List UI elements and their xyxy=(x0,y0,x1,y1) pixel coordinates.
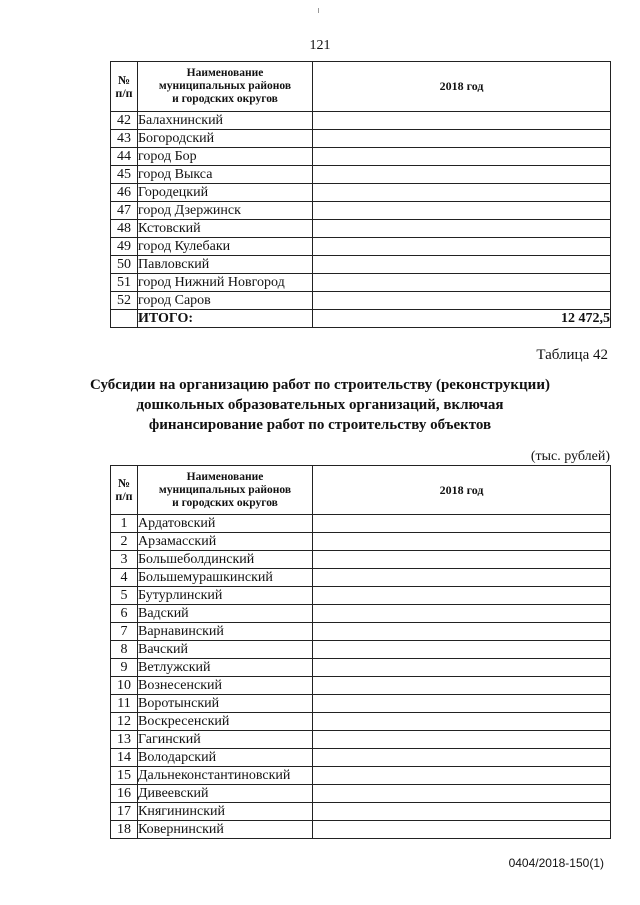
table-row xyxy=(111,623,611,641)
table-row xyxy=(111,274,611,292)
table-row xyxy=(111,821,611,839)
table-row xyxy=(111,202,611,220)
row-name: Дивеевский xyxy=(138,785,313,803)
row-number: 10 xyxy=(111,677,138,695)
row-number: 16 xyxy=(111,785,138,803)
table-row xyxy=(111,803,611,821)
row-number: 2 xyxy=(111,533,138,551)
row-value xyxy=(313,166,611,184)
row-value xyxy=(313,238,611,256)
row-number: 6 xyxy=(111,605,138,623)
row-value xyxy=(313,184,611,202)
row-value xyxy=(313,112,611,130)
row-name: Балахнинский xyxy=(138,112,313,130)
header-num: № п/п xyxy=(111,62,138,112)
row-number: 5 xyxy=(111,587,138,605)
table-label: Таблица 42 xyxy=(536,347,608,363)
table-2-header-row xyxy=(111,466,611,515)
page-number: 121 xyxy=(309,38,331,53)
header-year: 2018 год xyxy=(313,466,611,515)
row-value xyxy=(313,292,611,310)
row-value xyxy=(313,731,611,749)
row-name: город Кулебаки xyxy=(138,238,313,256)
row-number: 51 xyxy=(111,274,138,292)
row-value xyxy=(313,623,611,641)
row-number: 4 xyxy=(111,569,138,587)
table-2 xyxy=(110,465,611,839)
total-value: 12 472,5 xyxy=(313,310,611,328)
row-number: 44 xyxy=(111,148,138,166)
row-value xyxy=(313,605,611,623)
table-row xyxy=(111,785,611,803)
row-value xyxy=(313,713,611,731)
row-name: Вачский xyxy=(138,641,313,659)
table-row xyxy=(111,605,611,623)
table-row xyxy=(111,166,611,184)
row-value xyxy=(313,749,611,767)
row-number: 1 xyxy=(111,515,138,533)
total-label: ИТОГО: xyxy=(138,310,313,328)
row-number: 48 xyxy=(111,220,138,238)
table-2-body xyxy=(111,515,611,839)
table-row xyxy=(111,695,611,713)
row-number: 52 xyxy=(111,292,138,310)
row-name: Варнавинский xyxy=(138,623,313,641)
row-value xyxy=(313,659,611,677)
row-name: Княгининский xyxy=(138,803,313,821)
table-row xyxy=(111,749,611,767)
table-1-header-row xyxy=(111,62,611,112)
header-year: 2018 год xyxy=(313,62,611,112)
row-value xyxy=(313,515,611,533)
table-row xyxy=(111,220,611,238)
document-code: 0404/2018-150(1) xyxy=(508,856,604,870)
row-name: Большеболдинский xyxy=(138,551,313,569)
row-number: 42 xyxy=(111,112,138,130)
row-name: Дальнеконстантиновский xyxy=(138,767,313,785)
row-name: Вадский xyxy=(138,605,313,623)
row-name: Павловский xyxy=(138,256,313,274)
table-row xyxy=(111,659,611,677)
row-name: Гагинский xyxy=(138,731,313,749)
row-name: Ардатовский xyxy=(138,515,313,533)
table-row xyxy=(111,238,611,256)
table-row xyxy=(111,292,611,310)
row-number: 7 xyxy=(111,623,138,641)
row-name: Большемурашкинский xyxy=(138,569,313,587)
row-name: Богородский xyxy=(138,130,313,148)
row-number: 17 xyxy=(111,803,138,821)
row-number: 50 xyxy=(111,256,138,274)
row-number: 12 xyxy=(111,713,138,731)
total-row xyxy=(111,310,611,328)
table-row xyxy=(111,587,611,605)
row-value xyxy=(313,641,611,659)
row-name: Ветлужский xyxy=(138,659,313,677)
row-name: Кстовский xyxy=(138,220,313,238)
header-name: Наименование муниципальных районов и городских округов xyxy=(138,466,313,515)
row-value xyxy=(313,821,611,839)
row-value xyxy=(313,256,611,274)
table-row xyxy=(111,112,611,130)
row-name: город Нижний Новгород xyxy=(138,274,313,292)
row-value xyxy=(313,677,611,695)
row-number: 14 xyxy=(111,749,138,767)
table-row xyxy=(111,641,611,659)
row-value xyxy=(313,130,611,148)
table-title: Субсидии на организацию работ по строительству (реконструкции) дошкольных образовательных организаций, включая финансирование работ по строительству объектов xyxy=(90,377,550,433)
row-number: 15 xyxy=(111,767,138,785)
table-row xyxy=(111,184,611,202)
row-number: 45 xyxy=(111,166,138,184)
table-row xyxy=(111,515,611,533)
row-name: Городецкий xyxy=(138,184,313,202)
row-number: 3 xyxy=(111,551,138,569)
row-number: 46 xyxy=(111,184,138,202)
row-name: Володарский xyxy=(138,749,313,767)
row-number: 47 xyxy=(111,202,138,220)
row-name: Ковернинский xyxy=(138,821,313,839)
row-value xyxy=(313,767,611,785)
row-value xyxy=(313,587,611,605)
table-row xyxy=(111,677,611,695)
row-name: Бутурлинский xyxy=(138,587,313,605)
table-row xyxy=(111,713,611,731)
table-row xyxy=(111,569,611,587)
row-name: Воскресенский xyxy=(138,713,313,731)
total-num-cell xyxy=(111,310,138,328)
table-row xyxy=(111,767,611,785)
row-name: Воротынский xyxy=(138,695,313,713)
table-row xyxy=(111,533,611,551)
row-value xyxy=(313,202,611,220)
row-value xyxy=(313,785,611,803)
table-row xyxy=(111,731,611,749)
row-name: Арзамасский xyxy=(138,533,313,551)
row-name: город Выкса xyxy=(138,166,313,184)
row-name: Вознесенский xyxy=(138,677,313,695)
table-row xyxy=(111,130,611,148)
units-label: (тыс. рублей) xyxy=(530,449,610,464)
row-name: город Дзержинск xyxy=(138,202,313,220)
table-row xyxy=(111,551,611,569)
row-number: 18 xyxy=(111,821,138,839)
row-name: город Саров xyxy=(138,292,313,310)
table-1 xyxy=(110,61,611,328)
row-value xyxy=(313,695,611,713)
row-number: 43 xyxy=(111,130,138,148)
table-row xyxy=(111,148,611,166)
row-number: 8 xyxy=(111,641,138,659)
row-number: 49 xyxy=(111,238,138,256)
header-num: № п/п xyxy=(111,466,138,515)
table-1-body xyxy=(111,112,611,310)
scan-artifact xyxy=(318,8,319,13)
row-value xyxy=(313,220,611,238)
table-row xyxy=(111,256,611,274)
row-number: 13 xyxy=(111,731,138,749)
row-name: город Бор xyxy=(138,148,313,166)
row-number: 11 xyxy=(111,695,138,713)
row-value xyxy=(313,551,611,569)
row-value xyxy=(313,803,611,821)
row-number: 9 xyxy=(111,659,138,677)
row-value xyxy=(313,533,611,551)
row-value xyxy=(313,569,611,587)
row-value xyxy=(313,148,611,166)
row-value xyxy=(313,274,611,292)
header-name: Наименование муниципальных районов и городских округов xyxy=(138,62,313,112)
